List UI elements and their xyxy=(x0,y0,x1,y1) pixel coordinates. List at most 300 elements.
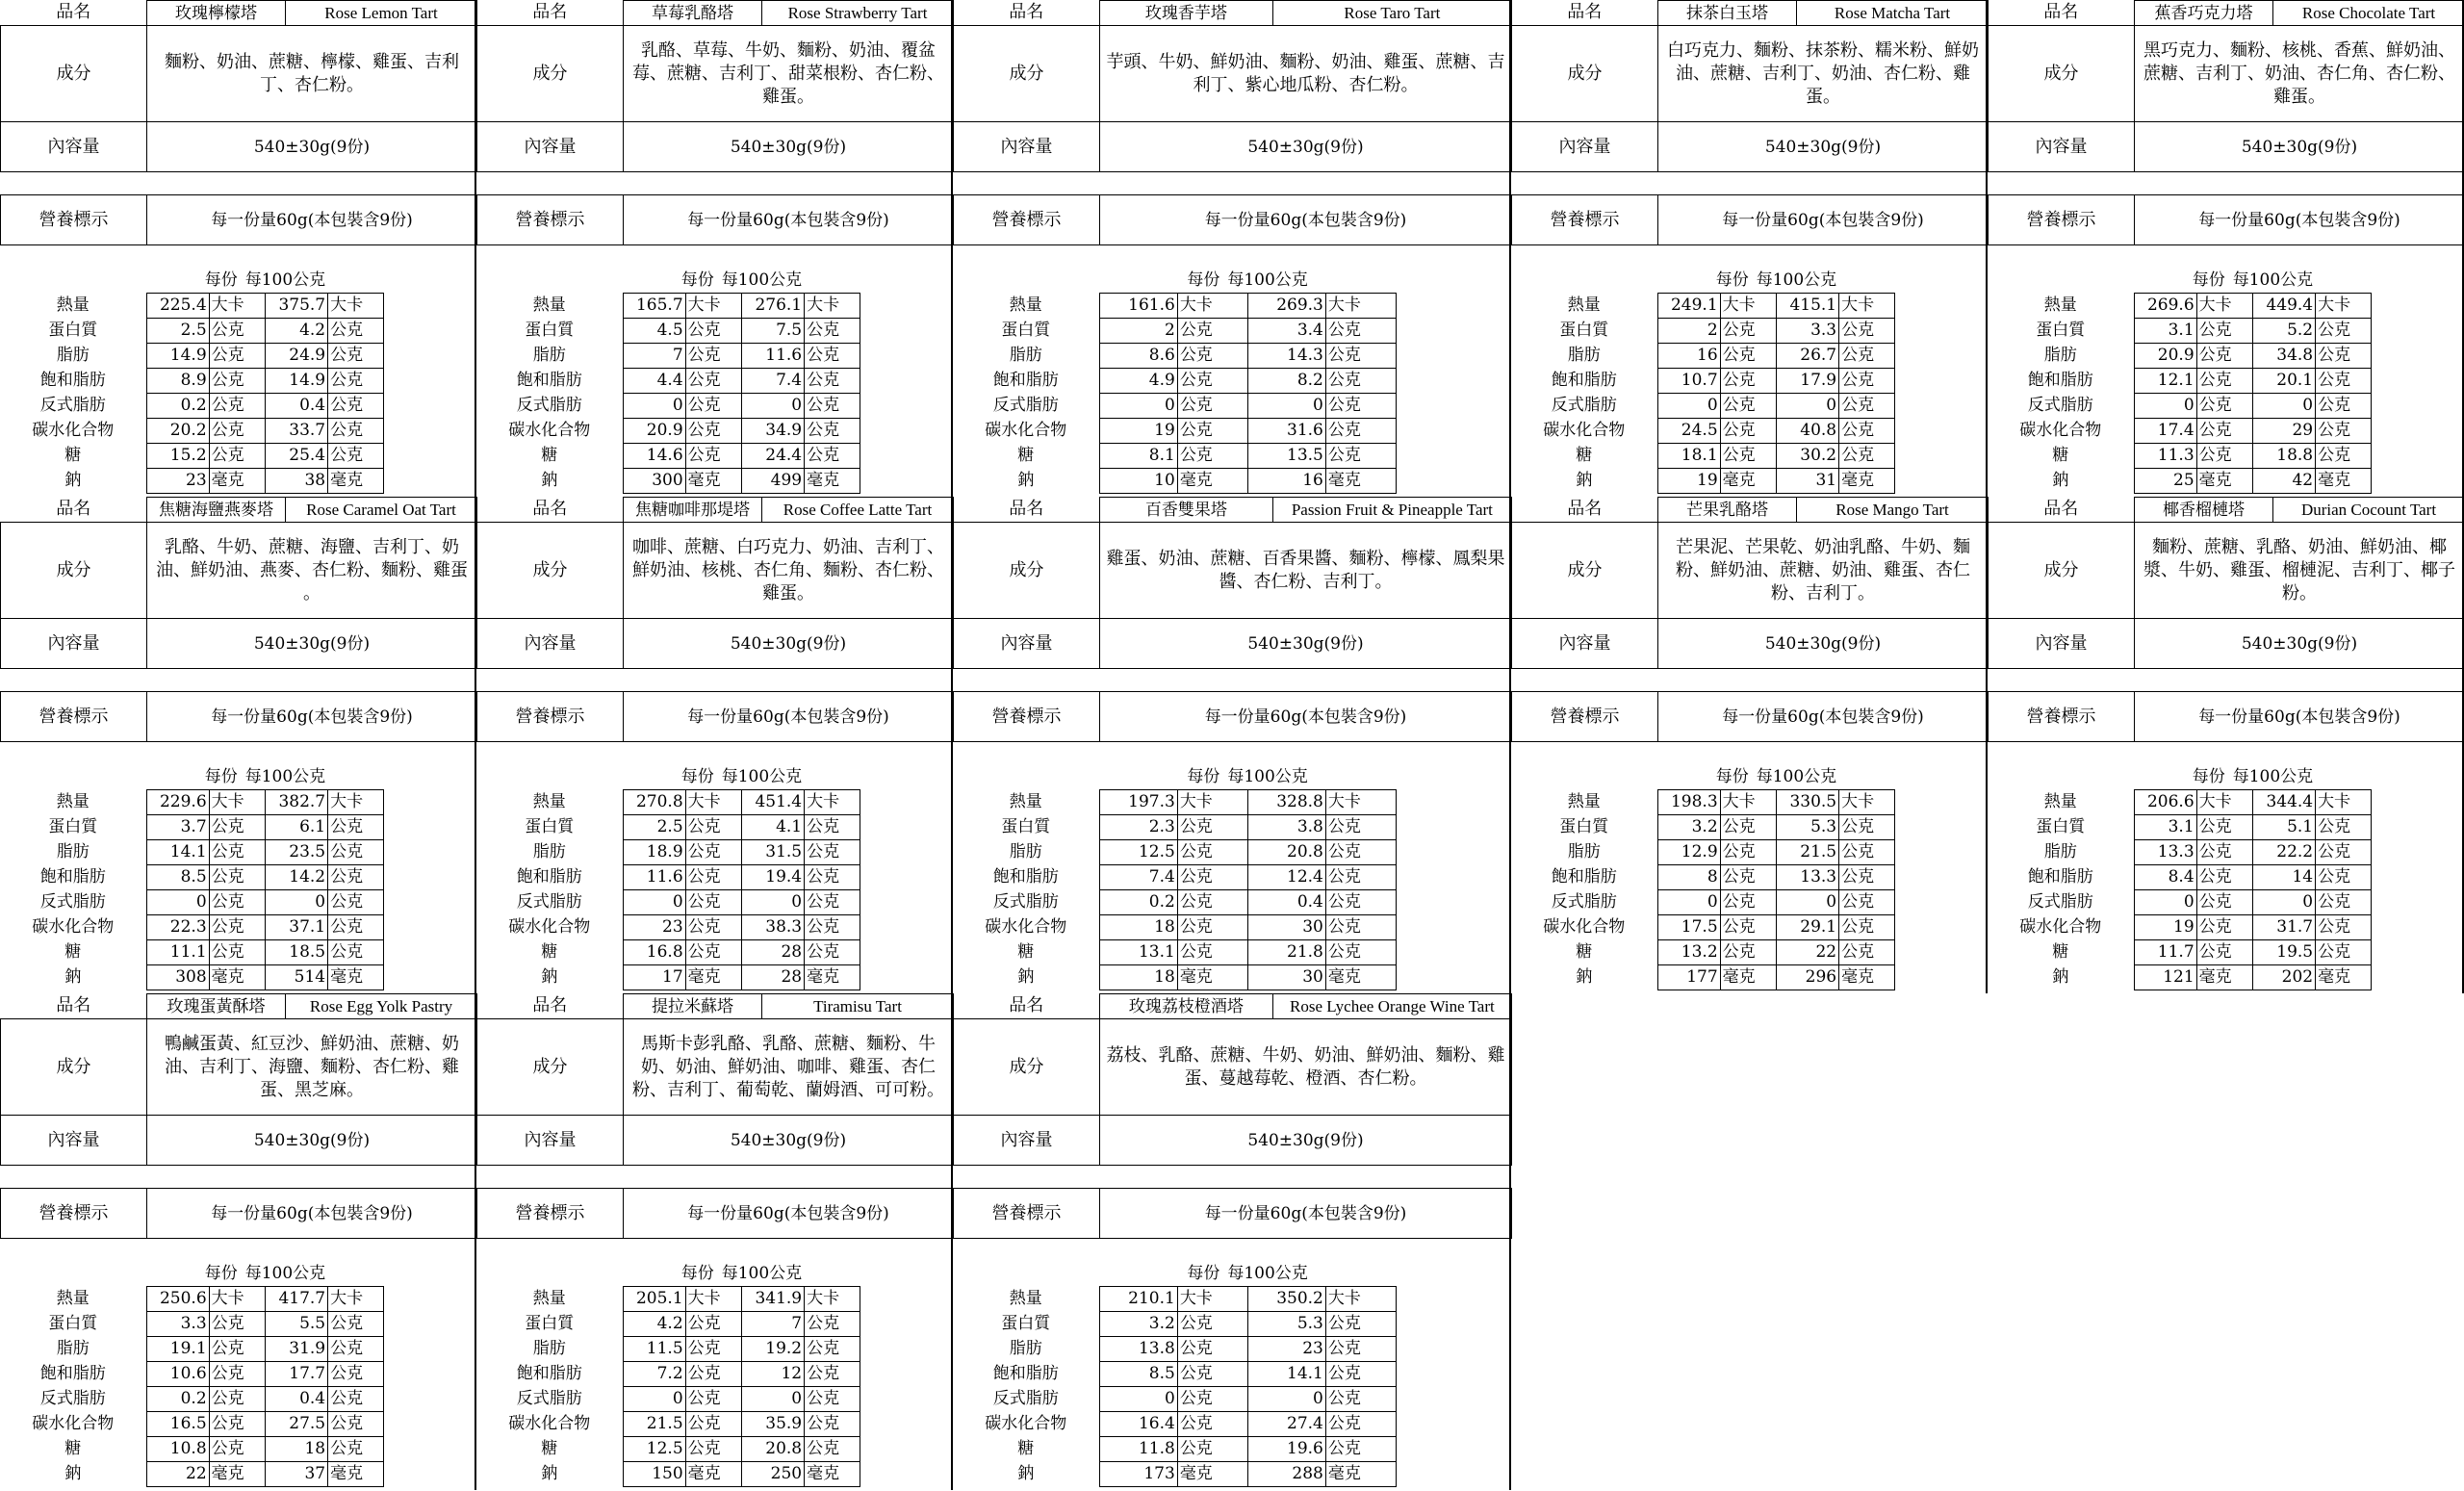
unit: 大卡 xyxy=(2196,293,2252,318)
product-name-en: Tiramisu Tart xyxy=(762,994,954,1019)
unit: 公克 xyxy=(209,1386,265,1411)
per-serving-header: 每份 xyxy=(680,1264,714,1283)
unit: 大卡 xyxy=(805,1286,860,1311)
per-serving-value: 13.3 xyxy=(2134,839,2196,864)
blank-cell xyxy=(384,343,476,368)
ingredients-text: 乳酪、牛奶、蔗糖、海鹽、吉利丁、奶油、鮮奶油、燕麥、杏仁粉、麵粉、雞蛋 。 xyxy=(147,523,477,619)
nutrition-label: 營養標示 xyxy=(477,195,624,245)
net-content-value: 540±30g(9份) xyxy=(147,1116,477,1166)
ingredients-label: 成分 xyxy=(477,1019,624,1116)
product-header-table xyxy=(953,993,1512,1262)
nutrition-header-blank xyxy=(476,1262,623,1287)
unit: 公克 xyxy=(1720,839,1776,864)
blank-cell xyxy=(1396,889,1511,914)
nutrition-row xyxy=(1988,293,2464,318)
nutrition-row xyxy=(0,293,476,318)
per-serving-value: 8.5 xyxy=(1099,1361,1177,1386)
unit: 公克 xyxy=(2196,343,2252,368)
product-name-en: Passion Fruit & Pineapple Tart xyxy=(1272,498,1511,523)
per-100g-value: 5.2 xyxy=(2252,318,2315,343)
blank-cell xyxy=(860,1311,953,1336)
per-100g-value: 0 xyxy=(1247,393,1325,418)
spacer xyxy=(1,172,477,195)
unit: 公克 xyxy=(1720,393,1776,418)
per-100g-value: 19.6 xyxy=(1247,1436,1325,1461)
per-100g-value: 14.2 xyxy=(265,864,327,889)
per-serving-value: 4.5 xyxy=(623,318,685,343)
unit: 公克 xyxy=(685,1411,741,1436)
nutrient-name: 糖 xyxy=(541,942,558,962)
blank-cell xyxy=(1396,343,1511,368)
nutrition-row xyxy=(476,393,953,418)
nutrition-header xyxy=(1099,765,1396,790)
nutrition-row xyxy=(0,393,476,418)
per-serving-value: 3.1 xyxy=(2134,814,2196,839)
unit: 公克 xyxy=(1839,343,1895,368)
nutrient-name: 蛋白質 xyxy=(1559,817,1609,836)
per-100g-header: 每100公克 xyxy=(244,1264,326,1283)
product-name-en: Rose Lemon Tart xyxy=(286,1,477,26)
per-serving-value: 11.6 xyxy=(623,864,685,889)
unit: 公克 xyxy=(209,418,265,443)
unit: 大卡 xyxy=(209,1286,265,1311)
per-100g-value: 26.7 xyxy=(1776,343,1838,368)
product-name-zh: 焦糖咖啡那堤塔 xyxy=(624,498,762,523)
per-serving-value: 300 xyxy=(623,468,685,493)
per-serving-value: 20.9 xyxy=(2134,343,2196,368)
nutrient-name: 碳水化合物 xyxy=(32,421,115,440)
nutrition-row xyxy=(1511,318,1988,343)
unit: 公克 xyxy=(685,814,741,839)
unit: 公克 xyxy=(685,914,741,939)
blank-cell xyxy=(1396,393,1511,418)
per-serving-value: 11.3 xyxy=(2134,443,2196,468)
unit: 公克 xyxy=(209,368,265,393)
nutrition-row xyxy=(1511,914,1988,939)
product-card xyxy=(1988,497,2464,993)
blank-cell xyxy=(384,864,476,889)
nutrition-label: 營養標示 xyxy=(954,195,1100,245)
nutrient-name: 飽和脂肪 xyxy=(516,867,582,887)
per-serving-value: 205.1 xyxy=(623,1286,685,1311)
unit: 毫克 xyxy=(209,964,265,990)
per-100g-value: 31.7 xyxy=(2252,914,2315,939)
per-100g-value: 12 xyxy=(741,1361,804,1386)
blank-cell xyxy=(1895,814,1988,839)
unit: 公克 xyxy=(1720,814,1776,839)
product-name-en: Rose Chocolate Tart xyxy=(2273,1,2464,26)
unit: 公克 xyxy=(805,1386,860,1411)
per-100g-value: 20.1 xyxy=(2252,368,2315,393)
unit: 公克 xyxy=(685,864,741,889)
unit: 公克 xyxy=(1177,889,1247,914)
ingredients-text: 咖啡、蔗糖、白巧克力、奶油、吉利丁、鮮奶油、核桃、杏仁角、麵粉、杏仁粉、雞蛋。 xyxy=(624,523,954,619)
per-100g-value: 31.9 xyxy=(265,1336,327,1361)
nutrition-row xyxy=(1988,318,2464,343)
serving-info: 每一份量60g(本包裝含9份) xyxy=(147,1189,477,1239)
unit: 公克 xyxy=(209,839,265,864)
per-serving-header: 每份 xyxy=(2192,270,2225,290)
net-content-label: 內容量 xyxy=(477,619,624,669)
nutrient-name: 蛋白質 xyxy=(2036,817,2086,836)
unit: 公克 xyxy=(2196,839,2252,864)
blank-cell xyxy=(1396,814,1511,839)
nutrient-name: 飽和脂肪 xyxy=(992,371,1059,390)
unit: 公克 xyxy=(805,1361,860,1386)
unit: 公克 xyxy=(1325,318,1396,343)
blank-cell xyxy=(2372,939,2464,964)
ingredients-label: 成分 xyxy=(1512,26,1658,122)
per-100g-value: 31 xyxy=(1776,468,1838,493)
per-serving-value: 8.6 xyxy=(1099,343,1177,368)
per-serving-value: 18.9 xyxy=(623,839,685,864)
nutrition-row xyxy=(953,1336,1511,1361)
unit: 公克 xyxy=(328,368,384,393)
unit: 公克 xyxy=(2196,939,2252,964)
nutrient-name: 飽和脂肪 xyxy=(39,371,106,390)
blank-cell xyxy=(860,368,953,393)
nutrition-row xyxy=(476,1386,953,1411)
blank-cell xyxy=(1396,443,1511,468)
unit: 公克 xyxy=(328,889,384,914)
ingredients-label: 成分 xyxy=(1,523,147,619)
per-100g-value: 449.4 xyxy=(2252,293,2315,318)
blank-cell xyxy=(384,1436,476,1461)
per-serving-value: 269.6 xyxy=(2134,293,2196,318)
per-100g-value: 23 xyxy=(1247,1336,1325,1361)
unit: 公克 xyxy=(1177,1336,1247,1361)
blank-cell xyxy=(860,1411,953,1436)
nutrition-header-blank xyxy=(860,1262,953,1287)
unit: 公克 xyxy=(1325,914,1396,939)
blank-cell xyxy=(860,393,953,418)
nutrient-name: 碳水化合物 xyxy=(1543,421,1626,440)
per-100g-value: 38.3 xyxy=(741,914,804,939)
blank-cell xyxy=(1895,914,1988,939)
unit: 公克 xyxy=(1177,1436,1247,1461)
ingredients-label: 成分 xyxy=(1,1019,147,1116)
product-header-table xyxy=(0,993,477,1262)
unit: 大卡 xyxy=(1720,293,1776,318)
nutrition-label: 營養標示 xyxy=(954,692,1100,742)
unit: 毫克 xyxy=(2316,468,2372,493)
blank-cell xyxy=(384,939,476,964)
blank-cell xyxy=(2372,293,2464,318)
per-serving-value: 270.8 xyxy=(623,789,685,814)
blank-cell xyxy=(2372,814,2464,839)
nutrient-name: 蛋白質 xyxy=(48,817,98,836)
nutrition-label: 營養標示 xyxy=(1512,195,1658,245)
unit: 大卡 xyxy=(1177,1286,1247,1311)
nutrition-table xyxy=(1511,765,1988,990)
per-100g-value: 19.4 xyxy=(741,864,804,889)
unit: 公克 xyxy=(1720,939,1776,964)
nutrient-name: 蛋白質 xyxy=(2036,321,2086,340)
nutrient-name: 熱量 xyxy=(532,296,566,315)
per-100g-value: 35.9 xyxy=(741,1411,804,1436)
nutrient-name: 熱量 xyxy=(56,296,90,315)
nutrient-name: 飽和脂肪 xyxy=(2027,371,2093,390)
blank-cell xyxy=(1895,889,1988,914)
blank-cell xyxy=(2372,393,2464,418)
nutrition-row xyxy=(953,368,1511,393)
unit: 公克 xyxy=(328,393,384,418)
serving-info: 每一份量60g(本包裝含9份) xyxy=(624,195,954,245)
spacer xyxy=(1989,742,2464,765)
name-label: 品名 xyxy=(1,498,147,523)
nutrition-row xyxy=(1511,393,1988,418)
nutrient-name: 鈉 xyxy=(1576,967,1593,987)
spacer xyxy=(1989,172,2464,195)
nutrient-name: 脂肪 xyxy=(56,842,90,861)
per-serving-value: 0 xyxy=(2134,889,2196,914)
unit: 公克 xyxy=(328,1386,384,1411)
unit: 公克 xyxy=(2316,418,2372,443)
nutrient-name: 反式脂肪 xyxy=(992,396,1059,415)
blank-cell xyxy=(1895,393,1988,418)
blank-cell xyxy=(860,418,953,443)
nutrition-row xyxy=(1511,939,1988,964)
nutrient-name: 碳水化合物 xyxy=(508,917,591,937)
per-100g-value: 33.7 xyxy=(265,418,327,443)
blank-cell xyxy=(1895,839,1988,864)
nutrient-name: 熱量 xyxy=(1567,792,1601,811)
product-name-zh: 玫瑰香芋塔 xyxy=(1100,1,1273,26)
product-card xyxy=(1511,497,1988,993)
spacer xyxy=(477,1239,954,1262)
unit: 公克 xyxy=(2196,393,2252,418)
nutrition-row xyxy=(1988,964,2464,990)
nutrient-name: 鈉 xyxy=(1017,1464,1035,1483)
per-serving-value: 10.6 xyxy=(146,1361,209,1386)
net-content-label: 內容量 xyxy=(1,619,147,669)
per-serving-value: 0.2 xyxy=(146,393,209,418)
blank-cell xyxy=(2372,839,2464,864)
nutrition-row xyxy=(953,939,1511,964)
per-serving-value: 14.1 xyxy=(146,839,209,864)
nutrition-row xyxy=(1988,468,2464,493)
blank-cell xyxy=(1895,318,1988,343)
spacer xyxy=(477,172,954,195)
nutrition-label: 營養標示 xyxy=(1,1189,147,1239)
per-100g-value: 17.9 xyxy=(1776,368,1838,393)
per-100g-value: 23.5 xyxy=(265,839,327,864)
per-serving-value: 11.8 xyxy=(1099,1436,1177,1461)
per-serving-header: 每份 xyxy=(2192,767,2225,786)
unit: 公克 xyxy=(1720,914,1776,939)
blank-cell xyxy=(1396,468,1511,493)
per-100g-value: 0 xyxy=(1247,1386,1325,1411)
per-100g-value: 27.5 xyxy=(265,1411,327,1436)
nutrient-name: 鈉 xyxy=(541,471,558,490)
nutrient-name: 蛋白質 xyxy=(48,321,98,340)
nutrition-header-blank xyxy=(0,1262,146,1287)
blank-cell xyxy=(1895,418,1988,443)
unit: 公克 xyxy=(328,1361,384,1386)
name-label: 品名 xyxy=(477,498,624,523)
blank-cell xyxy=(1895,343,1988,368)
unit: 毫克 xyxy=(1839,964,1895,990)
unit: 公克 xyxy=(1720,889,1776,914)
spacer xyxy=(1512,245,1989,269)
per-100g-value: 34.9 xyxy=(741,418,804,443)
nutrition-row xyxy=(953,443,1511,468)
nutrition-label: 營養標示 xyxy=(1512,692,1658,742)
per-serving-value: 8.1 xyxy=(1099,443,1177,468)
unit: 公克 xyxy=(2196,814,2252,839)
per-100g-value: 25.4 xyxy=(265,443,327,468)
blank-cell xyxy=(1396,1361,1511,1386)
per-100g-value: 13.5 xyxy=(1247,443,1325,468)
blank-cell xyxy=(384,393,476,418)
product-name-en: Durian Cocount Tart xyxy=(2273,498,2464,523)
per-serving-value: 10 xyxy=(1099,468,1177,493)
net-content-label: 內容量 xyxy=(1989,122,2135,172)
unit: 公克 xyxy=(685,443,741,468)
nutrient-name: 脂肪 xyxy=(1009,1339,1042,1358)
unit: 公克 xyxy=(685,318,741,343)
per-serving-value: 12.5 xyxy=(623,1436,685,1461)
nutrition-row xyxy=(0,1436,476,1461)
nutrient-name: 蛋白質 xyxy=(1001,321,1051,340)
nutrition-label: 營養標示 xyxy=(1989,195,2135,245)
unit: 公克 xyxy=(1325,864,1396,889)
unit: 公克 xyxy=(1177,393,1247,418)
unit: 公克 xyxy=(328,318,384,343)
per-100g-value: 16 xyxy=(1247,468,1325,493)
per-serving-value: 22 xyxy=(146,1461,209,1486)
spacer xyxy=(1,669,477,692)
product-card xyxy=(953,993,1511,1490)
nutrient-name: 飽和脂肪 xyxy=(39,867,106,887)
blank-cell xyxy=(1396,939,1511,964)
spacer xyxy=(954,1166,1512,1189)
unit: 公克 xyxy=(1720,318,1776,343)
unit: 毫克 xyxy=(209,1461,265,1486)
unit: 公克 xyxy=(328,1436,384,1461)
unit: 毫克 xyxy=(328,468,384,493)
nutrition-header xyxy=(146,269,384,294)
unit: 大卡 xyxy=(685,1286,741,1311)
unit: 公克 xyxy=(328,939,384,964)
nutrient-name: 鈉 xyxy=(64,967,82,987)
serving-info: 每一份量60g(本包裝含9份) xyxy=(624,1189,954,1239)
nutrition-row xyxy=(953,1311,1511,1336)
nutrition-row xyxy=(476,343,953,368)
nutrition-row xyxy=(1511,964,1988,990)
nutrient-name: 飽和脂肪 xyxy=(516,1364,582,1383)
nutrition-table xyxy=(953,1262,1511,1487)
nutrient-name: 糖 xyxy=(1017,1439,1035,1458)
unit: 公克 xyxy=(1720,443,1776,468)
per-100g-value: 7.4 xyxy=(741,368,804,393)
per-serving-value: 206.6 xyxy=(2134,789,2196,814)
unit: 大卡 xyxy=(685,789,741,814)
blank-cell xyxy=(2372,443,2464,468)
unit: 公克 xyxy=(1839,814,1895,839)
nutrition-table xyxy=(1988,269,2464,494)
nutrient-name: 脂肪 xyxy=(532,346,566,365)
nutrition-row xyxy=(953,1461,1511,1486)
unit: 公克 xyxy=(2316,393,2372,418)
per-serving-value: 19.1 xyxy=(146,1336,209,1361)
unit: 公克 xyxy=(1177,418,1247,443)
per-100g-value: 34.8 xyxy=(2252,343,2315,368)
per-serving-value: 165.7 xyxy=(623,293,685,318)
nutrition-row xyxy=(476,468,953,493)
ingredients-text: 乳酪、草莓、牛奶、麵粉、奶油、覆盆莓、蔗糖、吉利丁、甜菜根粉、杏仁粉、雞蛋。 xyxy=(624,26,954,122)
unit: 毫克 xyxy=(1839,468,1895,493)
unit: 公克 xyxy=(1325,889,1396,914)
spacer xyxy=(1,1166,477,1189)
per-serving-value: 150 xyxy=(623,1461,685,1486)
unit: 公克 xyxy=(209,1411,265,1436)
spacer xyxy=(954,742,1512,765)
product-header-table xyxy=(953,0,1512,269)
nutrition-header-blank xyxy=(953,765,1099,790)
unit: 公克 xyxy=(328,418,384,443)
per-serving-header: 每份 xyxy=(204,270,238,290)
blank-cell xyxy=(1396,964,1511,990)
nutrition-header-blank xyxy=(2372,765,2464,790)
blank-cell xyxy=(1396,1311,1511,1336)
blank-cell xyxy=(1396,1436,1511,1461)
per-100g-value: 328.8 xyxy=(1247,789,1325,814)
per-serving-value: 20.2 xyxy=(146,418,209,443)
unit: 公克 xyxy=(1177,1386,1247,1411)
unit: 公克 xyxy=(1325,443,1396,468)
unit: 毫克 xyxy=(328,964,384,990)
unit: 公克 xyxy=(2316,839,2372,864)
product-card xyxy=(476,497,953,993)
unit: 公克 xyxy=(209,939,265,964)
unit: 公克 xyxy=(2196,864,2252,889)
nutrient-name: 反式脂肪 xyxy=(1551,892,1617,912)
serving-info: 每一份量60g(本包裝含9份) xyxy=(1658,692,1989,742)
per-100g-header: 每100公克 xyxy=(1227,270,1308,290)
unit: 大卡 xyxy=(209,789,265,814)
per-100g-value: 0 xyxy=(1776,889,1838,914)
nutrient-name: 反式脂肪 xyxy=(39,892,106,912)
nutrient-name: 脂肪 xyxy=(56,1339,90,1358)
per-100g-value: 19.5 xyxy=(2252,939,2315,964)
product-name-en: Rose Mango Tart xyxy=(1797,498,1989,523)
per-serving-value: 210.1 xyxy=(1099,1286,1177,1311)
per-serving-header: 每份 xyxy=(680,767,714,786)
unit: 公克 xyxy=(1839,864,1895,889)
nutrient-name: 鈉 xyxy=(64,471,82,490)
product-card xyxy=(1988,0,2464,497)
unit: 公克 xyxy=(685,343,741,368)
per-serving-value: 225.4 xyxy=(146,293,209,318)
nutrient-name: 糖 xyxy=(1576,446,1593,465)
unit: 公克 xyxy=(1177,1311,1247,1336)
blank-cell xyxy=(384,889,476,914)
per-serving-value: 17 xyxy=(623,964,685,990)
per-serving-value: 249.1 xyxy=(1657,293,1720,318)
per-100g-value: 20.8 xyxy=(741,1436,804,1461)
nutrition-table xyxy=(0,765,476,990)
product-name-en: Rose Coffee Latte Tart xyxy=(762,498,954,523)
nutrition-header-blank xyxy=(0,765,146,790)
unit: 公克 xyxy=(1325,1311,1396,1336)
nutrition-row xyxy=(953,864,1511,889)
per-serving-value: 19 xyxy=(2134,914,2196,939)
per-serving-value: 177 xyxy=(1657,964,1720,990)
blank-cell xyxy=(1895,368,1988,393)
nutrition-row xyxy=(0,1461,476,1486)
unit: 毫克 xyxy=(685,1461,741,1486)
